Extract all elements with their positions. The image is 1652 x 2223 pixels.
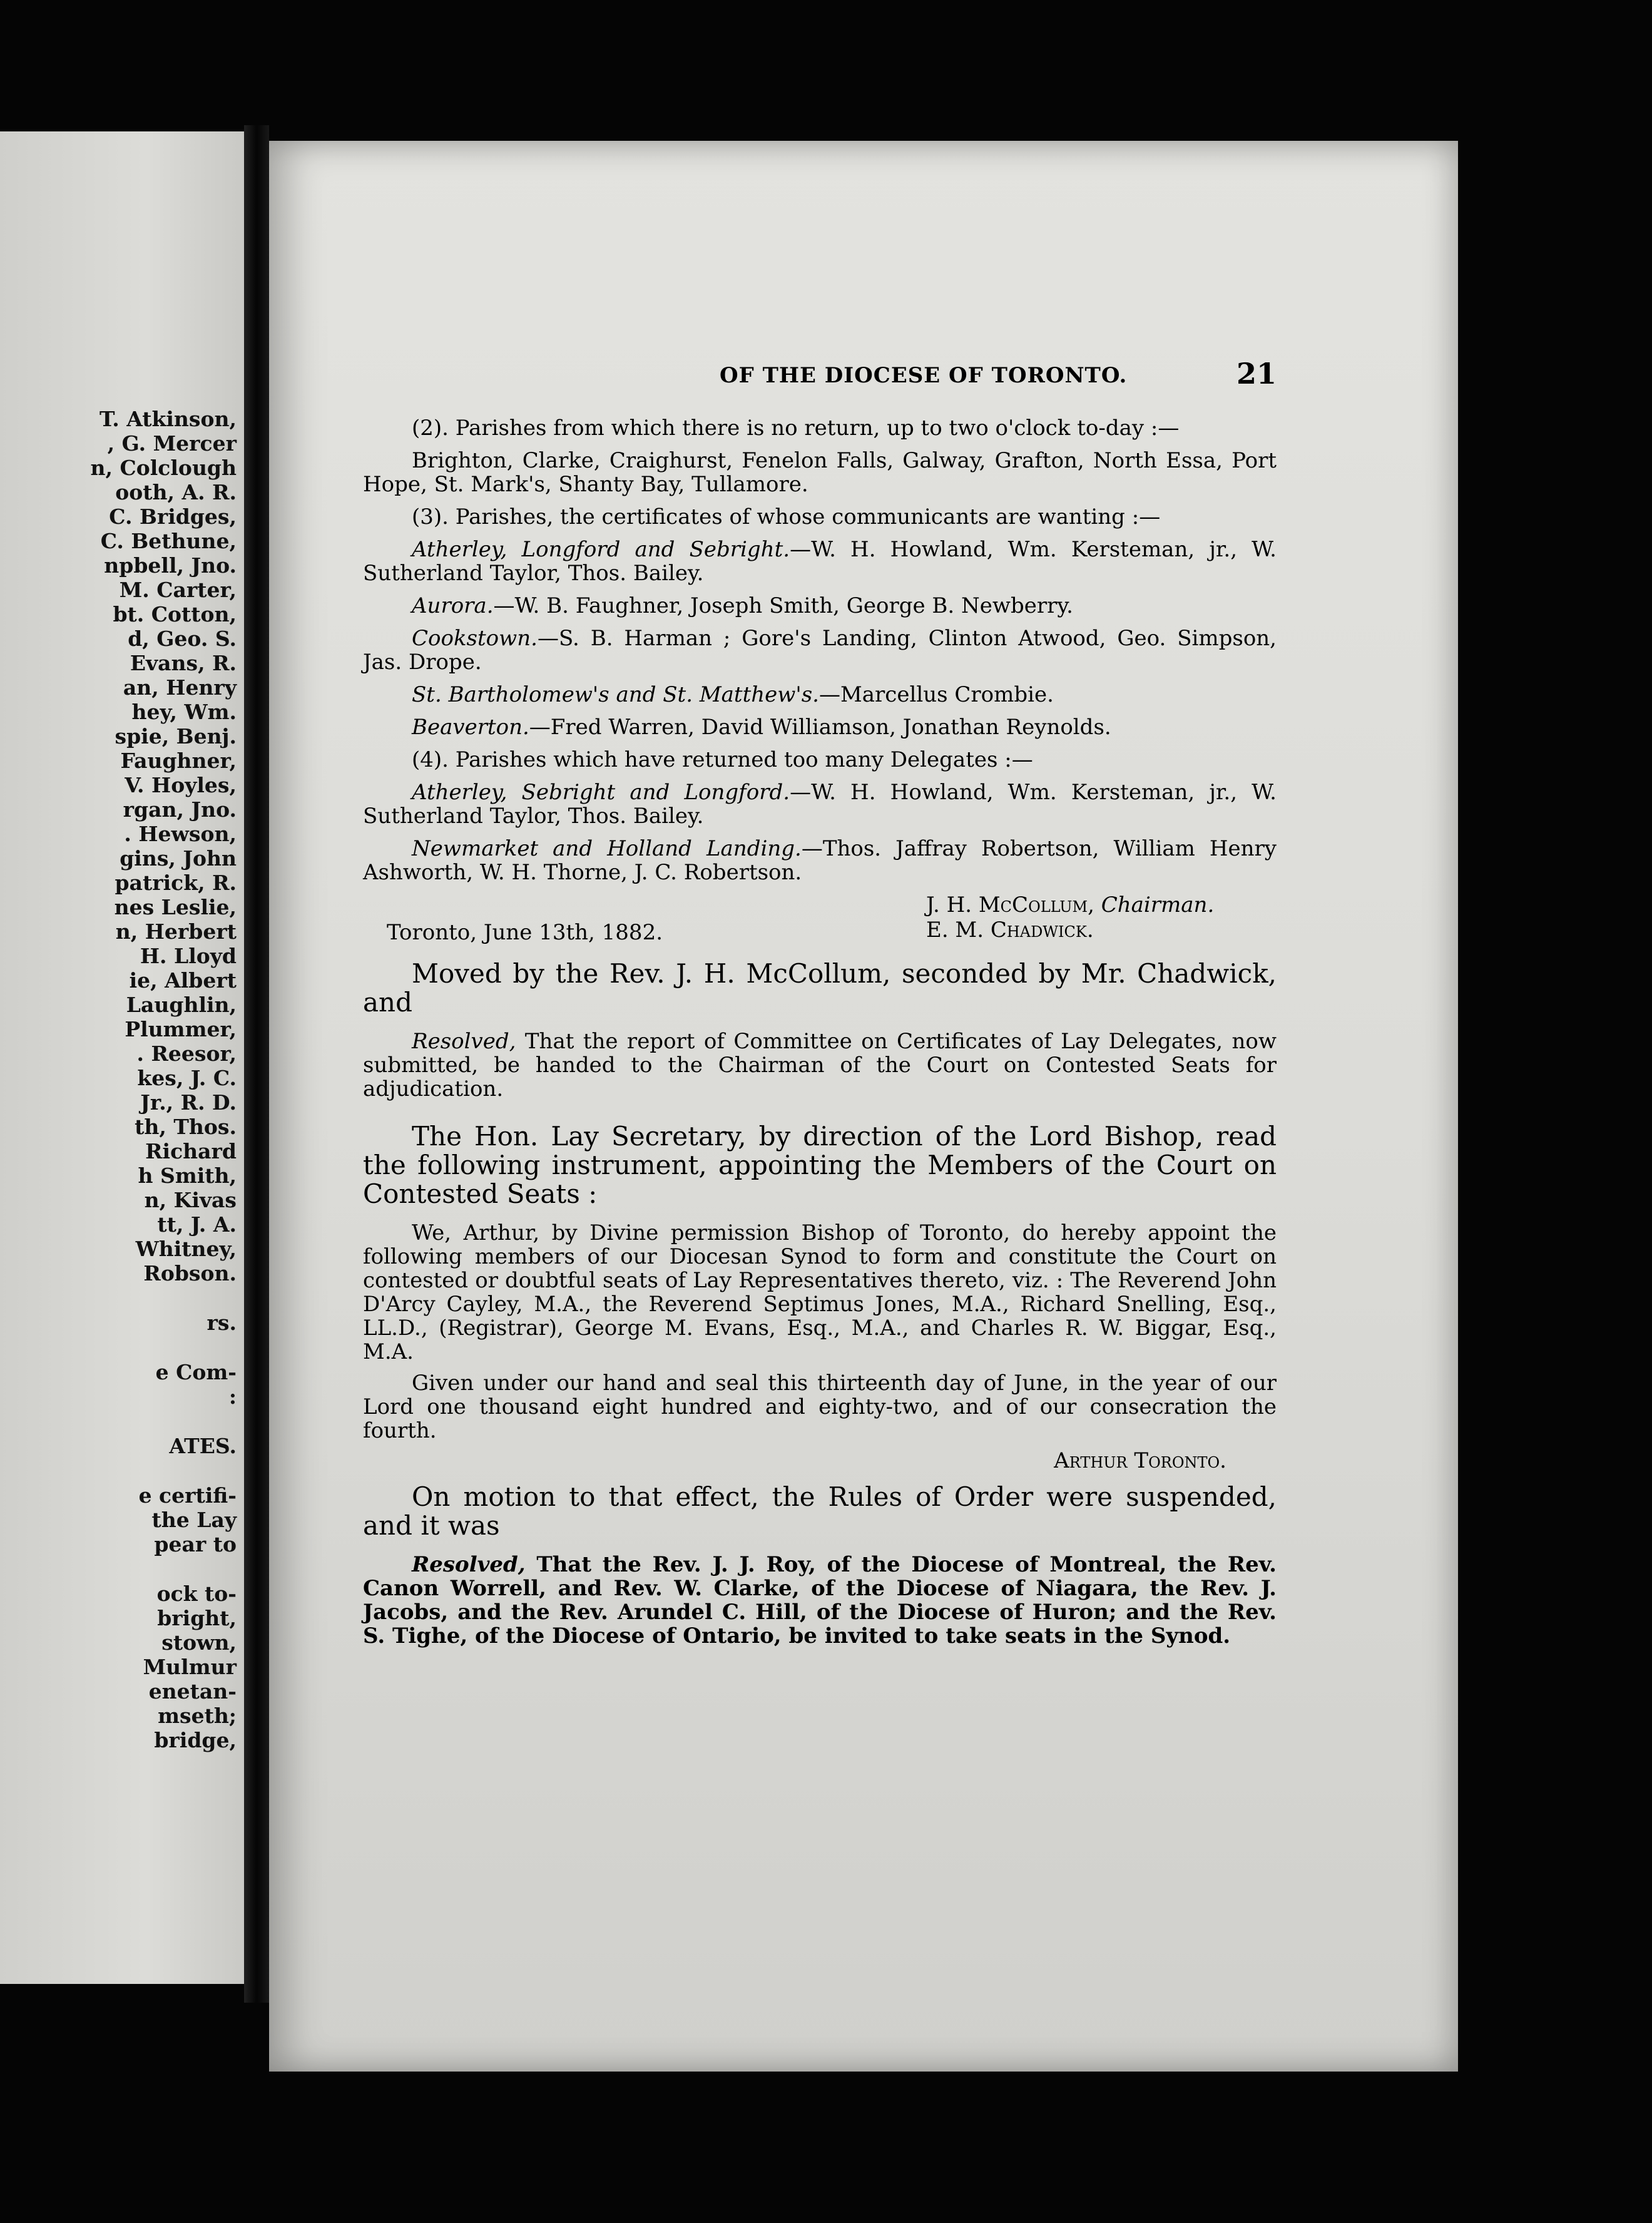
previous-page-line: H. Lloyd <box>140 944 237 968</box>
resolved-1-label: Resolved, <box>412 1029 516 1054</box>
parish-delegates: —Fred Warren, David Williamson, Jonathan Reynolds. <box>529 715 1111 740</box>
previous-page-line: ATES. <box>169 1434 237 1458</box>
previous-page-line: n, Colclough <box>90 456 237 480</box>
previous-page-line: V. Hoyles, <box>125 773 237 797</box>
bishop-signature: Arthur Toronto. <box>1054 1448 1226 1473</box>
instrument-paragraph: We, Arthur, by Divine permission Bishop of Toronto, do hereby appoint the following members of our Diocesan Synod to form and constitute the Court on contested or doubtful seats of Lay Representatives thereto, viz. : The Reverend John D'Arcy Cayley, M.A., the Reverend Septimus Jones, M.A., Richard Snelling, Esq., LL.D., (Registrar), George M. Evans, Esq., M.A., and Charles R. W. Biggar, Esq., M.A. <box>363 1220 1277 1364</box>
signature-chairman <box>926 893 1214 917</box>
parish-entry <box>363 594 1277 618</box>
previous-page-line: T. Atkinson, <box>99 407 237 431</box>
resolved-2-label: Resolved, <box>412 1552 526 1577</box>
section-4-heading: (4). Parishes which have returned too many Delegates :— <box>412 747 1033 772</box>
signature-second: E. M. Chadwick. <box>926 917 1094 943</box>
previous-page-lines <box>0 407 237 1752</box>
section-3-entries <box>363 538 1277 739</box>
previous-page-line: e certifi- <box>138 1483 237 1508</box>
resolved-1 <box>363 1030 1277 1101</box>
running-title: OF THE DIOCESE OF TORONTO. <box>720 363 1128 388</box>
section-4-entries <box>363 780 1277 884</box>
parish-name: Atherley, Longford and Sebright. <box>412 537 790 562</box>
previous-page-line: kes, J. C. <box>137 1066 237 1090</box>
section-2-heading: (2). Parishes from which there is no return, up to two o'clock to-day :— <box>412 416 1180 441</box>
previous-page-line: Jr., R. D. <box>140 1090 237 1115</box>
parish-name: Beaverton. <box>412 715 529 740</box>
previous-page-line: n, Herbert <box>115 919 237 944</box>
previous-page-line: M. Carter, <box>119 578 237 602</box>
previous-page-line: ie, Albert <box>129 968 237 993</box>
previous-page-line: patrick, R. <box>115 871 237 895</box>
previous-page-line: mseth; <box>158 1704 237 1728</box>
parish-name: St. Bartholomew's and St. Matthew's. <box>412 682 819 707</box>
parish-delegates: —W. H. Howland, Wm. Kersteman, jr., W. Sutherland Taylor, Thos. Bailey. <box>363 537 1277 586</box>
parish-delegates: —S. B. Harman ; Gore's Landing, Clinton Atwood, Geo. Simpson, Jas. Drope. <box>363 626 1277 675</box>
previous-page-line: bright, <box>157 1606 237 1630</box>
given-paragraph: Given under our hand and seal this thirteenth day of June, in the year of our Lord one thousand eight hundred and eighty-two, and of our consecration the fourth. <box>363 1371 1277 1443</box>
previous-page-line: : <box>228 1384 237 1409</box>
book-gutter <box>244 125 269 2003</box>
previous-page-line: ooth, A. R. <box>115 480 237 504</box>
previous-page-line: . Reesor, <box>136 1041 237 1066</box>
parish-entry <box>363 626 1277 674</box>
parish-delegates: —W. B. Faughner, Joseph Smith, George B. Newberry. <box>493 593 1073 618</box>
previous-page-line: npbell, Jno. <box>104 553 237 578</box>
page-body <box>363 416 1277 1648</box>
parish-delegates: —Thos. Jaffray Robertson, William Henry Ashworth, W. H. Thorne, J. C. Robertson. <box>363 836 1277 885</box>
previous-page-line: bridge, <box>154 1728 237 1752</box>
page <box>269 141 1458 2072</box>
previous-page-line: Evans, R. <box>130 651 237 675</box>
previous-page-line: hey, Wm. <box>131 700 237 724</box>
previous-page-line: stown, <box>161 1630 237 1655</box>
dateline: Toronto, June 13th, 1882. <box>387 920 663 945</box>
previous-page-line: tt, J. A. <box>157 1212 237 1237</box>
previous-page-line: Whitney, <box>135 1237 237 1261</box>
parish-entry <box>363 683 1277 707</box>
previous-page-line: nes Leslie, <box>114 895 237 919</box>
running-head <box>363 357 1277 401</box>
page-number: 21 <box>1236 357 1277 391</box>
parish-delegates: —Marcellus Crombie. <box>818 682 1054 707</box>
previous-page-line: n, Kivas <box>144 1188 237 1212</box>
previous-page-fragment <box>0 131 244 1984</box>
previous-page-line: an, Henry <box>123 675 237 700</box>
previous-page-line: the Lay <box>151 1508 237 1532</box>
section-3-heading: (3). Parishes, the certificates of whose communicants are wanting :— <box>412 504 1161 529</box>
resolved-2-text: That the Rev. J. J. Roy, of the Diocese of Montreal, the Rev. Canon Worrell, and Rev. W. Clarke, of the Diocese of Niagara, the Rev. J. Jacobs, and the Rev. Arundel C. Hill, of the Diocese of Huron; and the Rev. S. Tighe, of the Diocese of Ontario, be invited to take seats in the Synod. <box>363 1552 1277 1648</box>
previous-page-line: enetan- <box>148 1679 237 1704</box>
motion-1: Moved by the Rev. J. H. McCollum, seconded by Mr. Chadwick, and <box>363 958 1277 1018</box>
previous-page-line: Faughner, <box>120 749 237 773</box>
previous-page-line: pear to <box>154 1532 237 1556</box>
previous-page-line: d, Geo. S. <box>128 626 237 651</box>
previous-page-line: Laughlin, <box>126 993 237 1017</box>
previous-page-line: Plummer, <box>125 1017 237 1041</box>
resolved-2 <box>363 1553 1277 1648</box>
parish-entry <box>363 538 1277 585</box>
previous-page-line: Robson. <box>143 1261 237 1285</box>
parish-name: Atherley, Sebright and Longford. <box>412 780 790 805</box>
signature-chairman-name: J. H. McCollum, <box>926 892 1094 917</box>
previous-page-line: Mulmur <box>143 1655 237 1679</box>
parish-entry <box>363 780 1277 828</box>
previous-page-line: C. Bethune, <box>100 529 237 553</box>
resolved-1-text: That the report of Committee on Certificates of Lay Delegates, now submitted, be handed to the Chairman of the Court on Contested Seats for adjudication. <box>363 1029 1277 1101</box>
lay-secretary-paragraph: The Hon. Lay Secretary, by direction of the Lord Bishop, read the following instrument, appointing the Members of the Court on Contested Seats : <box>363 1121 1277 1209</box>
previous-page-line: spie, Benj. <box>115 724 237 749</box>
previous-page-line: . Hewson, <box>124 822 237 846</box>
parish-name: Newmarket and Holland Landing. <box>412 836 802 861</box>
parish-entry <box>363 715 1277 739</box>
section-2-parishes: Brighton, Clarke, Craighurst, Fenelon Falls, Galway, Grafton, North Essa, Port Hope, St. Mark's, Shanty Bay, Tullamore. <box>363 448 1277 497</box>
parish-entry <box>363 837 1277 884</box>
committee-signatures <box>363 893 1277 949</box>
previous-page-line: th, Thos. <box>135 1115 237 1139</box>
previous-page-line: e Com- <box>155 1360 237 1384</box>
parish-delegates: —W. H. Howland, Wm. Kersteman, jr., W. Sutherland Taylor, Thos. Bailey. <box>363 780 1277 829</box>
previous-page-line: ock to- <box>156 1582 237 1606</box>
previous-page-line: rgan, Jno. <box>123 797 237 822</box>
previous-page-line: rs. <box>206 1311 237 1335</box>
previous-page-line: Richard <box>145 1139 237 1163</box>
previous-page-line: gins, John <box>120 846 237 871</box>
previous-page-line: , G. Mercer <box>107 431 237 456</box>
parish-name: Cookstown. <box>412 626 538 651</box>
previous-page-line: C. Bridges, <box>109 504 237 529</box>
parish-name: Aurora. <box>412 593 494 618</box>
motion-2: On motion to that effect, the Rules of Order were suspended, and it was <box>363 1481 1277 1541</box>
signature-chairman-title: Chairman. <box>1101 892 1215 917</box>
previous-page-line: bt. Cotton, <box>113 602 237 626</box>
previous-page-line: h Smith, <box>138 1163 237 1188</box>
